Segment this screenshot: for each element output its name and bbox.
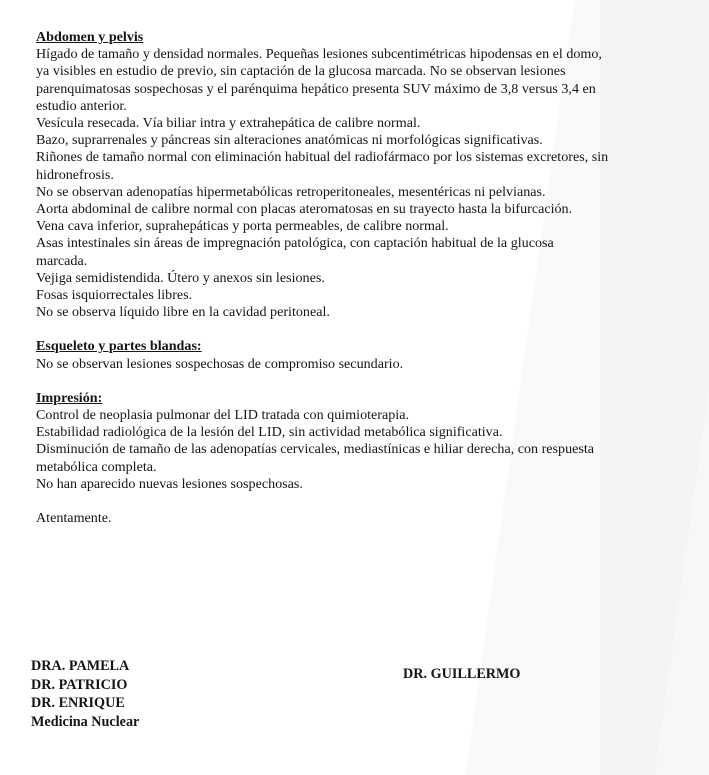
signature-name: DR. ENRIQUE bbox=[31, 695, 125, 712]
signature-name: DR. PATRICIO bbox=[31, 676, 128, 693]
report-line: Aorta abdominal de calibre normal con placas ateromatosas en su trayecto hasta la bifurcación. bbox=[36, 201, 573, 218]
report-line: No se observan lesiones sospechosas de compromiso secundario. bbox=[36, 355, 404, 372]
report-line: metabólica completa. bbox=[36, 458, 157, 475]
section-title-abdomen: Abdomen y pelvis bbox=[36, 29, 144, 45]
signature-block-right bbox=[403, 665, 520, 684]
section-spacer bbox=[36, 373, 696, 390]
report-line: marcada. bbox=[36, 252, 88, 269]
report-line: hidronefrosis. bbox=[36, 166, 114, 183]
report-line: Fosas isquiorrectales libres. bbox=[36, 287, 193, 304]
section-skeleton-lines bbox=[36, 356, 696, 373]
report-line: Vena cava inferior, suprahepáticas y porta permeables, de calibre normal. bbox=[36, 218, 449, 235]
report-line: No han aparecido nuevas lesiones sospechosas. bbox=[36, 475, 303, 492]
report-line: Estabilidad radiológica de la lesión del LID, sin actividad metabólica significativa. bbox=[36, 424, 503, 441]
section-abdomen-lines bbox=[36, 46, 696, 321]
report-line: No se observan adenopatías hipermetabólicas retroperitoneales, mesentéricas ni pelvianas. bbox=[36, 183, 546, 200]
report-line: Vejiga semidistendida. Útero y anexos sin lesiones. bbox=[36, 269, 325, 286]
section-impression-lines bbox=[36, 407, 696, 493]
report-line: Control de neoplasia pulmonar del LID tratada con quimioterapia. bbox=[36, 407, 409, 424]
closing-text: Atentamente. bbox=[36, 510, 112, 527]
signature-name: DRA. PAMELA bbox=[31, 658, 130, 674]
report-body bbox=[36, 29, 696, 527]
report-line: Asas intestinales sin áreas de impregnación patológica, con captación habitual de la glucosa bbox=[36, 235, 554, 252]
report-line: parenquimatosas sospechosas y el parénquima hepático presenta SUV máximo de 3,8 versus 3,4 en bbox=[36, 80, 596, 97]
report-line: Vesícula resecada. Vía biliar intra y extrahepática de calibre normal. bbox=[36, 115, 421, 132]
signature-block-left bbox=[31, 657, 139, 731]
signature-name: DR. GUILLERMO bbox=[403, 666, 521, 682]
report-line: ya visibles en estudio de previo, sin captación de la glucosa marcada. No se observan lesiones bbox=[36, 63, 566, 80]
report-line: Riñones de tamaño normal con eliminación habitual del radiofármaco por los sistemas excretores, sin bbox=[36, 149, 609, 166]
report-line: No se observa líquido libre en la cavidad peritoneal. bbox=[36, 304, 330, 321]
report-line: Bazo, suprarrenales y páncreas sin alteraciones anatómicas ni morfológicas significativas. bbox=[36, 132, 543, 149]
signature-department: Medicina Nuclear bbox=[31, 713, 140, 730]
section-title-impression: Impresión: bbox=[36, 389, 103, 406]
report-line: Disminución de tamaño de las adenopatías cervicales, mediastínicas e hiliar derecha, con respuesta bbox=[36, 441, 595, 458]
section-spacer bbox=[36, 321, 696, 338]
section-title-skeleton: Esqueleto y partes blandas: bbox=[36, 338, 202, 355]
report-line: estudio anterior. bbox=[36, 97, 127, 114]
report-line: Hígado de tamaño y densidad normales. Pequeñas lesiones subcentimétricas hipodensas en el domo, bbox=[36, 46, 602, 63]
